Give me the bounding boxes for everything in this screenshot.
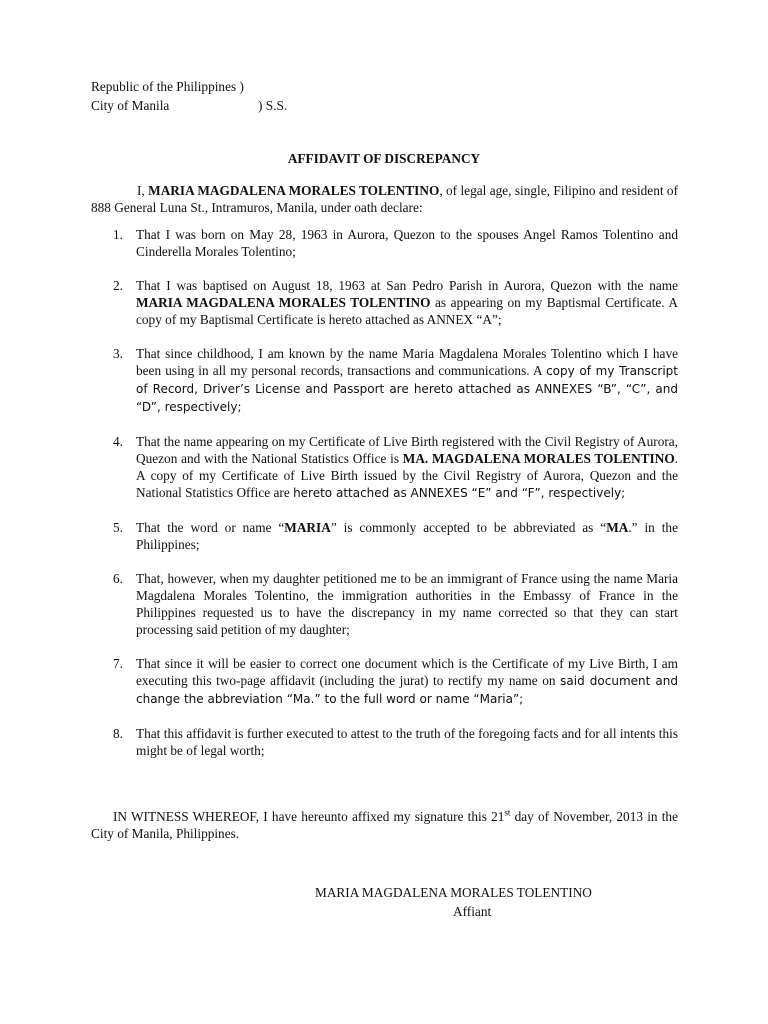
declaration-item bbox=[91, 519, 678, 553]
item-number: 7. bbox=[113, 656, 123, 671]
item-text: That this affidavit is further executed to attest to the truth of the foregoing facts and for all intents this might be of legal worth; bbox=[136, 726, 678, 758]
venue-ss: ) S.S. bbox=[258, 98, 288, 113]
intro-post: , of legal age, single, Filipino and resident of 888 General Luna St., Intramuros, Manila, under oath declare: bbox=[91, 183, 678, 215]
declaration-item bbox=[91, 433, 678, 502]
item-text: .” in the Philippines; bbox=[136, 520, 678, 552]
item-bold-word: MA bbox=[606, 520, 629, 535]
item-text: That I was born on May 28, 1963 in Aurora, Quezon to the spouses Angel Ramos Tolentino and Cinderella Morales Tolentino; bbox=[136, 227, 678, 259]
item-text: as appearing on my Baptismal Certificate. A copy of my Baptismal Certificate is hereto attached as ANNEX “A”; bbox=[136, 295, 678, 327]
item-number: 3. bbox=[113, 346, 123, 361]
item-text: That since childhood, I am known by the name Maria Magdalena Morales Tolentino which I have been using in all my personal records, transactions and communications. A bbox=[136, 346, 678, 378]
affiant-name-bold: MARIA MAGDALENA MORALES TOLENTINO bbox=[148, 183, 440, 198]
item-number: 8. bbox=[113, 726, 123, 741]
witness-post: day of November, 2013 in the City of Manila, Philippines. bbox=[91, 809, 678, 841]
item-text: That the name appearing on my Certificate of Live Birth registered with the Civil Registry of Aurora, Quezon and with the National Statistics Office is bbox=[136, 434, 678, 466]
affiant-signature-name: MARIA MAGDALENA MORALES TOLENTINO bbox=[315, 885, 592, 900]
item-text-sans: said document and change the abbreviation “Ma.” to the full word or name “Maria”; bbox=[136, 674, 679, 706]
signature-block bbox=[315, 884, 592, 920]
affiant-label: Affiant bbox=[453, 904, 492, 919]
witness-pre: IN WITNESS WHEREOF, I have hereunto affixed my signature this 21 bbox=[113, 809, 505, 824]
witness-ordinal-suffix: st bbox=[504, 807, 511, 818]
item-text-sans: hereto attached as ANNEXES “E” and “F”, respectively; bbox=[293, 486, 626, 500]
item-number: 2. bbox=[113, 278, 123, 293]
document-title: AFFIDAVIT OF DISCREPANCY bbox=[287, 151, 481, 166]
intro-pre: I, bbox=[137, 183, 149, 198]
venue-block bbox=[91, 78, 288, 116]
declaration-item bbox=[91, 277, 678, 328]
item-text: That the word or name “ bbox=[136, 520, 285, 535]
item-text: That, however, when my daughter petitioned me to be an immigrant of France using the name Maria Magdalena Morales Tolentino, the immigration authorities in the Embassy of France in the Philippines requested us to have the discrepancy in my name corrected so that they can start processing said petition of my daughter; bbox=[136, 571, 678, 637]
item-text: That I was baptised on August 18, 1963 at San Pedro Parish in Aurora, Quezon with the name bbox=[136, 278, 678, 293]
item-text: . A copy of my Certificate of Live Birth issued by the Civil Registry of Aurora, Quezon and the National Statistics Office are bbox=[136, 451, 678, 500]
item-bold-name: MA. MAGDALENA MORALES TOLENTINO bbox=[402, 451, 675, 466]
item-bold-name: MARIA MAGDALENA MORALES TOLENTINO bbox=[136, 295, 431, 310]
item-number: 1. bbox=[113, 227, 123, 242]
venue-line-republic: Republic of the Philippines ) bbox=[91, 79, 244, 94]
item-text: ” is commonly accepted to be abbreviated as “ bbox=[330, 520, 607, 535]
declaration-item bbox=[91, 570, 678, 638]
item-number: 4. bbox=[113, 434, 123, 449]
intro-paragraph bbox=[91, 182, 678, 216]
venue-city: City of Manila bbox=[91, 98, 170, 113]
declaration-item bbox=[91, 655, 678, 708]
item-bold-word: MARIA bbox=[284, 520, 331, 535]
item-text: That since it will be easier to correct one document which is the Certificate of my Live Birth, I am executing this two-page affidavit (including the jurat) to rectify my name on bbox=[136, 656, 678, 688]
witness-paragraph bbox=[91, 808, 678, 842]
declaration-item bbox=[91, 345, 678, 416]
declaration-item bbox=[91, 725, 678, 759]
item-number: 6. bbox=[113, 571, 123, 586]
item-number: 5. bbox=[113, 520, 123, 535]
venue-line-city bbox=[91, 97, 288, 116]
declaration-list bbox=[91, 226, 678, 759]
item-text-sans: copy of my Transcript of Record, Driver’s License and Passport are hereto attached as ANNEXES “B”, “C”, and “D”, respectively; bbox=[136, 364, 679, 414]
declaration-item bbox=[91, 226, 678, 260]
